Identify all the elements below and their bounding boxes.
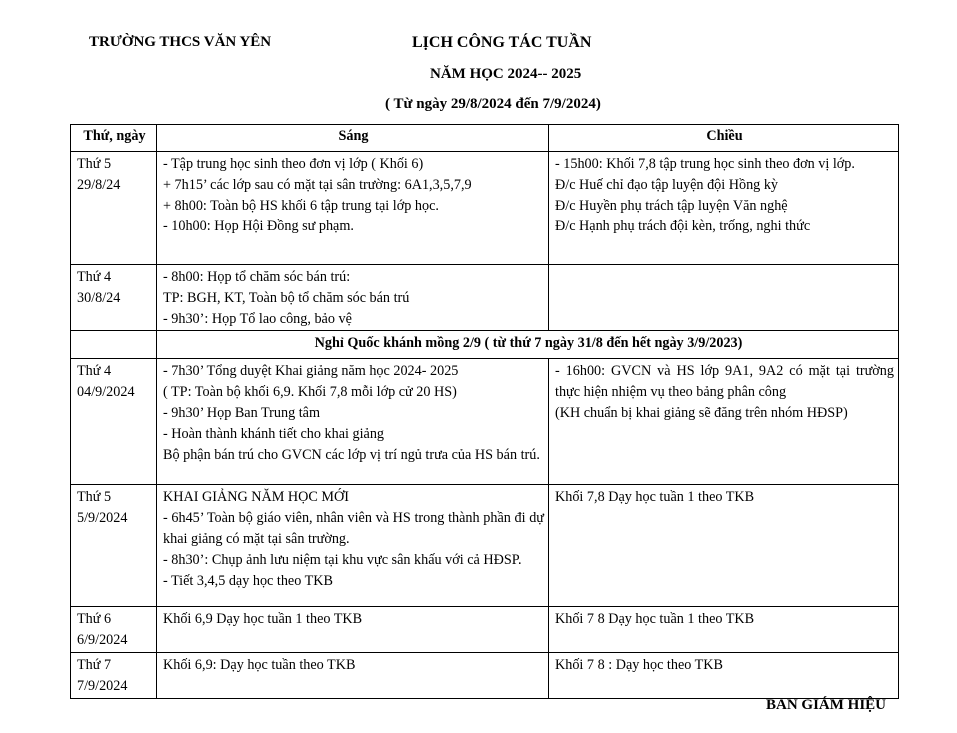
morning-line: Khối 6,9: Dạy học tuần theo TKB [163, 656, 356, 673]
afternoon-line: Đ/c Hạnh phụ trách đội kèn, trống, nghi thức [555, 218, 811, 235]
morning-line: - 8h00: Họp tổ chăm sóc bán trú: [163, 269, 351, 285]
afternoon-cell [549, 359, 899, 485]
morning-line: Khối 6,9 Dạy học tuần 1 theo TKB [163, 611, 363, 628]
day-cell [71, 359, 157, 485]
day-label: Thứ 7 [77, 656, 112, 673]
afternoon-line: Đ/c Huế chỉ đạo tập luyện đội Hồng kỳ [555, 176, 779, 193]
day-cell [71, 485, 157, 607]
table-row [71, 265, 899, 331]
day-label: Thứ 4 [77, 363, 112, 380]
morning-line: Bộ phận bán trú cho GVCN các lớp vị trí ngủ trưa của HS bán trú. [163, 446, 540, 463]
morning-line: - 9h30’ Họp Ban Trung tâm [163, 404, 320, 421]
holiday-row [71, 331, 899, 359]
column-header-afternoon: Chiều [549, 125, 899, 152]
school-name: TRƯỜNG THCS VĂN YÊN [89, 34, 272, 50]
afternoon-line: Khối 7 8 : Dạy học theo TKB [555, 656, 723, 673]
morning-line: KHAI GIẢNG NĂM HỌC MỚI [163, 489, 350, 506]
day-cell [71, 331, 157, 359]
day-label: Thứ 4 [77, 269, 112, 285]
schedule-table [70, 124, 899, 699]
morning-cell [157, 652, 549, 698]
morning-cell [157, 607, 549, 653]
morning-line: - Tiết 3,4,5 dạy học theo TKB [163, 572, 333, 589]
morning-line: - Tập trung học sinh theo đơn vị lớp ( Khối 6) [163, 156, 424, 172]
day-date: 6/9/2024 [77, 632, 128, 649]
day-label: Thứ 5 [77, 489, 112, 506]
morning-line: - Hoàn thành khánh tiết cho khai giảng [163, 425, 385, 442]
morning-line: - 10h00: Họp Hội Đồng sư phạm. [163, 218, 354, 235]
morning-cell [157, 359, 549, 485]
table-row [71, 152, 899, 265]
afternoon-cell [549, 265, 899, 331]
afternoon-cell [549, 485, 899, 607]
day-cell [71, 152, 157, 265]
day-date: 30/8/24 [77, 289, 121, 306]
document-title: LỊCH CÔNG TÁC TUẦN [412, 34, 592, 51]
afternoon-cell [549, 607, 899, 653]
column-header-day: Thứ, ngày [71, 125, 157, 152]
day-date: 29/8/24 [77, 176, 121, 193]
table-row [71, 652, 899, 698]
morning-line: + 8h00: Toàn bộ HS khối 6 tập trung tại lớp học. [163, 197, 439, 214]
morning-cell [157, 152, 549, 265]
table-row [71, 607, 899, 653]
table-row [71, 359, 899, 485]
day-date: 7/9/2024 [77, 677, 128, 694]
afternoon-line: Khối 7,8 Dạy học tuần 1 theo TKB [555, 489, 755, 506]
day-date: 5/9/2024 [77, 510, 128, 527]
table-row [71, 485, 899, 607]
column-header-morning: Sáng [157, 125, 549, 152]
school-year: NĂM HỌC 2024-- 2025 [430, 66, 582, 82]
afternoon-line: Đ/c Huyền phụ trách tập luyện Văn nghệ [555, 197, 788, 214]
afternoon-line: (KH chuẩn bị khai giảng sẽ đăng trên nhóm HĐSP) [555, 404, 848, 421]
table-header-row [71, 125, 899, 152]
day-cell [71, 652, 157, 698]
day-cell [71, 265, 157, 331]
morning-line: - 8h30’: Chụp ảnh lưu niệm tại khu vực sân khấu với cả HĐSP. [163, 551, 522, 568]
morning-line: - 9h30’: Họp Tổ lao công, bảo vệ [163, 310, 352, 327]
signature-label: BAN GIÁM HIỆU [766, 697, 887, 713]
date-range: ( Từ ngày 29/8/2024 đến 7/9/2024) [385, 96, 601, 112]
afternoon-cell [549, 652, 899, 698]
day-date: 04/9/2024 [77, 384, 135, 401]
holiday-notice: Nghỉ Quốc khánh mồng 2/9 ( từ thứ 7 ngày 31/8 đến hết ngày 3/9/2023) [157, 331, 899, 359]
afternoon-line: Khối 7 8 Dạy học tuần 1 theo TKB [555, 611, 755, 628]
day-cell [71, 607, 157, 653]
day-label: Thứ 6 [77, 611, 112, 628]
afternoon-cell [549, 152, 899, 265]
morning-line: ( TP: Toàn bộ khối 6,9. Khối 7,8 mỗi lớp cử 20 HS) [163, 384, 457, 401]
morning-line: + 7h15’ các lớp sau có mặt tại sân trường: 6A1,3,5,7,9 [163, 176, 472, 193]
morning-cell [157, 265, 549, 331]
day-label: Thứ 5 [77, 156, 112, 172]
morning-line: TP: BGH, KT, Toàn bộ tổ chăm sóc bán trú [163, 289, 410, 306]
morning-line: - 6h45’ Toàn bộ giáo viên, nhân viên và HS trong thành phần đi dự khai giảng có mặt tại sân trường. [163, 510, 544, 547]
morning-line: - 7h30’ Tổng duyệt Khai giảng năm học 2024- 2025 [163, 363, 459, 380]
afternoon-line: - 16h00: GVCN và HS lớp 9A1, 9A2 có mặt tại trường thực hiện nhiệm vụ theo bảng phân công [555, 363, 894, 401]
morning-cell [157, 485, 549, 607]
afternoon-line: - 15h00: Khối 7,8 tập trung học sinh theo đơn vị lớp. [555, 156, 855, 172]
